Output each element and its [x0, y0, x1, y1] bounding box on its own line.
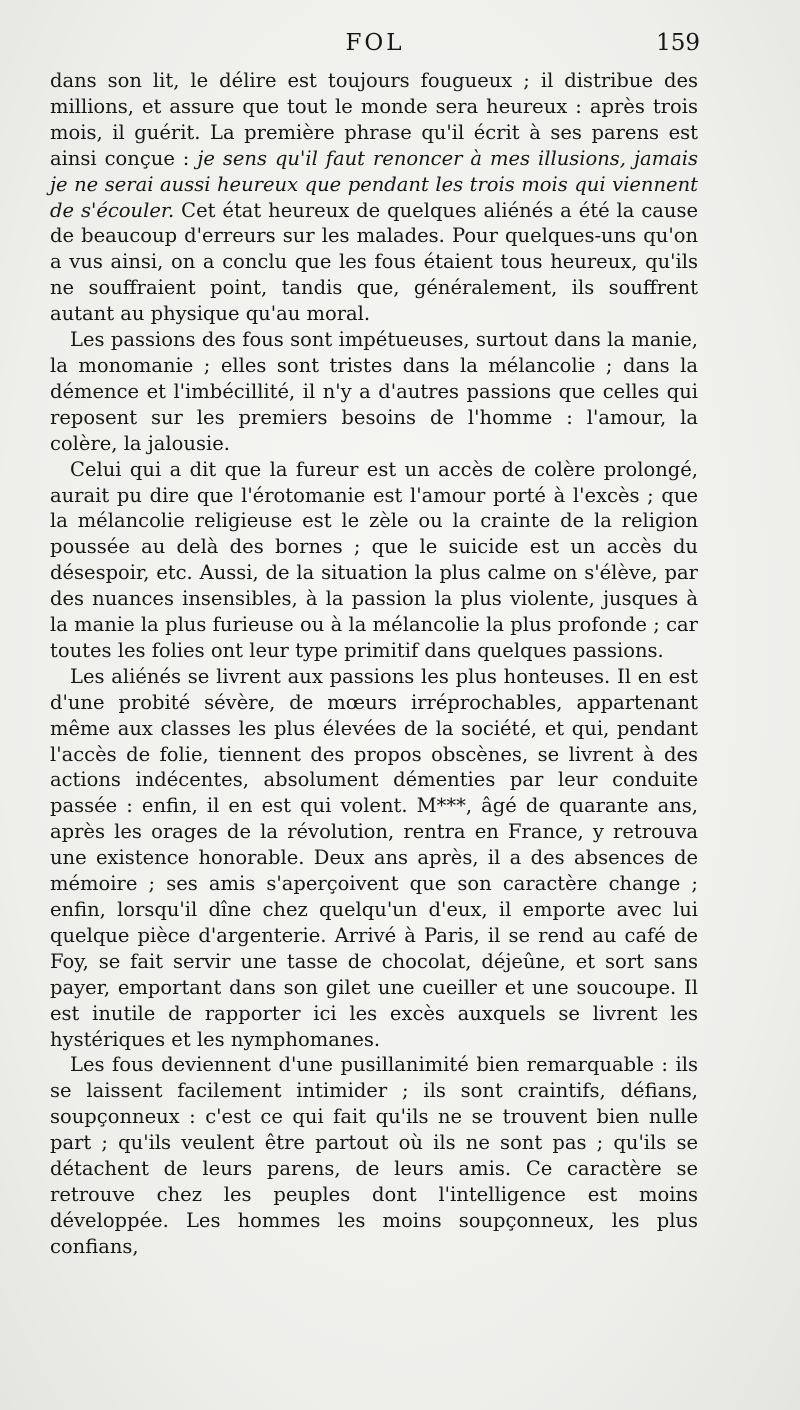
text-run: Les aliénés se livrent aux passions les plus honteuses. Il en est d'une probité sévère, de mœurs irréprochables, appartenant même aux classes les plus élevées de la société, et qui, pendant l'accès de folie, tiennent des propos obscènes, se livrent à des actions indécentes, absolument démenties par leur conduite passée : enfin, il en est qui volent. M***, âgé de quarante ans, après les orages de la révolution, rentra en France, y retrouva une existence honorable. Deux ans après, il a des absences de mémoire ; ses amis s'aperçoivent que son caractère change ; enfin, lorsqu'il dîne chez quelqu'un d'eux, il emporte avec lui quelque pièce d'argenterie. Arrivé à Paris, il se rend au café de Foy, se fait servir une tasse de chocolat, déjeûne, et sort sans payer, emportant dans son gilet une cueiller et une soucoupe. Il est inutile de rapporter ici les excès auxquels se livrent les hystériques et les nymphomanes. [50, 664, 698, 1051]
paragraph-5 [50, 1052, 698, 1259]
text-run: Les fous deviennent d'une pusillanimité bien remarquable : ils se laissent facilement intimider ; ils sont craintifs, défians, soupçonneux : c'est ce qui fait qu'ils ne se trouvent bien nulle part ; qu'ils veulent être partout où ils ne sont pas ; qu'ils se détachent de leurs parens, de leurs amis. Ce caractère se retrouve chez les peuples dont l'intelligence est moins développée. Les hommes les moins soupçonneux, les plus confians, [50, 1053, 698, 1258]
running-head: FOL [345, 30, 405, 56]
text-run: dans son lit, le délire est toujours fougueux ; il distribue des millions, et assure que tout le monde sera heureux : après trois mois, il guérit. La première phrase qu'il écrit à ses parens est ainsi conçue : [50, 69, 698, 170]
paragraph-3 [50, 457, 698, 664]
text-run: Cet état heureux de quelques aliénés a été la cause de beaucoup d'erreurs sur les malades. Pour quelques-uns qu'on a vus ainsi, on a conclu que les fous étaient tous heureux, qu'ils ne souffraient point, tandis que, généralement, ils souffrent autant au physique qu'au moral. [50, 198, 698, 326]
paragraph-2 [50, 327, 698, 457]
italic-quote: je sens qu'il faut renoncer à mes illusions, jamais je ne serai aussi heureux que pendant les trois mois qui viennent de s'écouler. [50, 146, 698, 222]
body-text [50, 68, 698, 1260]
page-number: 159 [656, 30, 700, 56]
paragraph-4 [50, 664, 698, 1053]
text-run: Celui qui a dit que la fureur est un accès de colère prolongé, aurait pu dire que l'érotomanie est l'amour porté à l'excès ; que la mélancolie religieuse est le zèle ou la crainte de la religion poussée au delà des bornes ; que le suicide est un accès du désespoir, etc. Aussi, de la situation la plus calme on s'élève, par des nuances insensibles, à la passion la plus violente, jusques à la manie la plus furieuse ou à la mélancolie la plus profonde ; car toutes les folies ont leur type primitif dans quelques passions. [50, 457, 698, 662]
paragraph-1 [50, 68, 698, 327]
page-header [50, 30, 700, 64]
text-run: Les passions des fous sont impétueuses, surtout dans la manie, la monomanie ; elles sont tristes dans la mélancolie ; dans la démence et l'imbécillité, il n'y a d'autres passions que celles qui reposent sur les premiers besoins de l'homme : l'amour, la colère, la jalousie. [50, 328, 698, 455]
